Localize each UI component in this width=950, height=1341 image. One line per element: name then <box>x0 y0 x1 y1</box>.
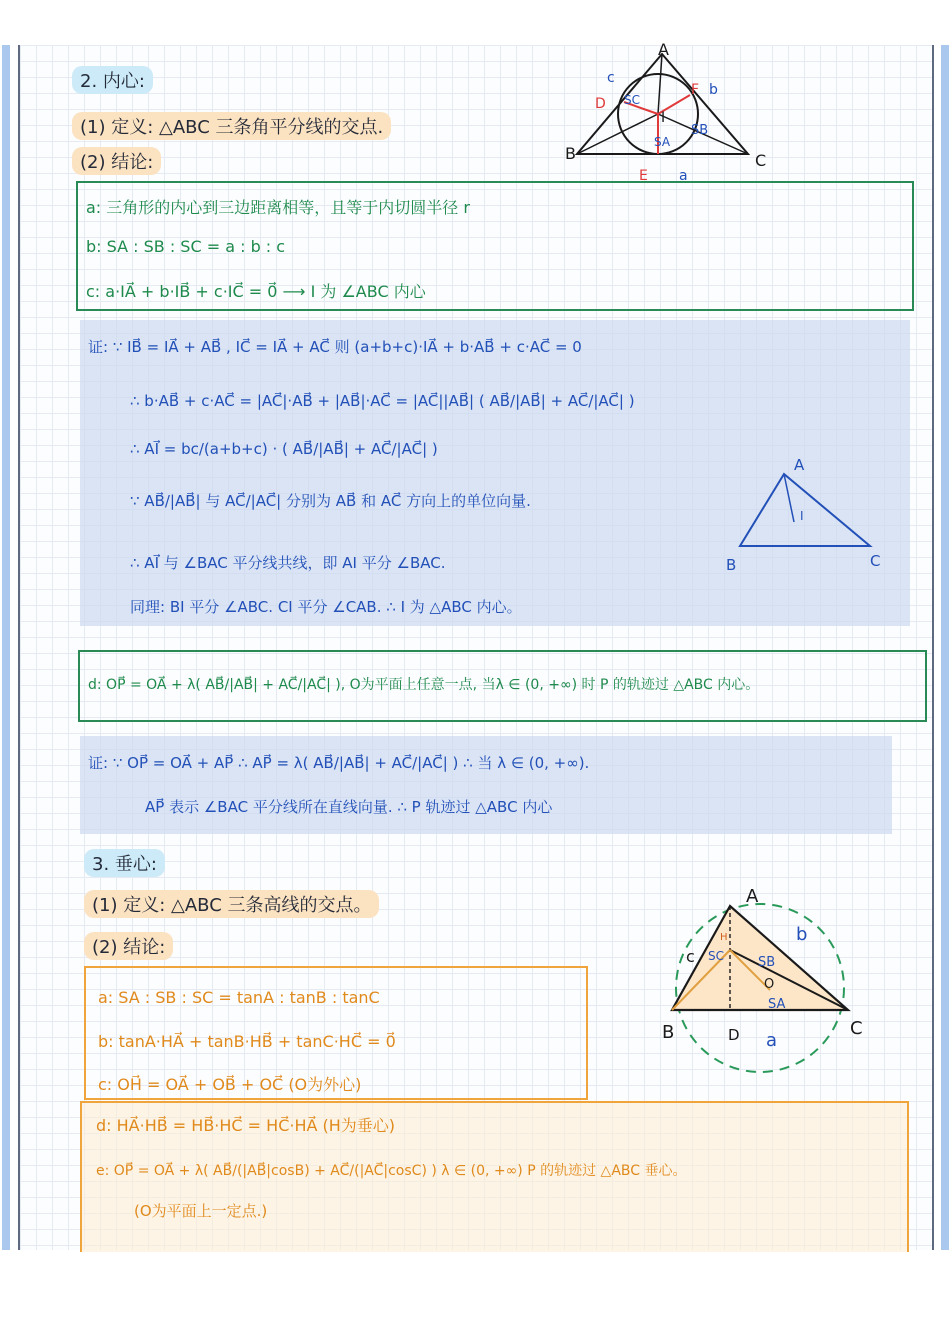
fig2-label-A: A <box>794 456 805 474</box>
proof2-line-2: AP⃗ 表示 ∠BAC 平分线所在直线向量. ∴ P 轨迹过 △ABC 内心 <box>145 798 553 816</box>
proof-line-4: ∵ AB⃗/|AB⃗| 与 AC⃗/|AC⃗| 分别为 AB⃗ 和 AC⃗ 方向上的单位向量. <box>130 492 531 510</box>
fig2-label-B: B <box>726 556 737 572</box>
fig-label-c: c <box>607 70 615 86</box>
fig-label-SB: SB <box>691 123 709 138</box>
incenter-conclusion-b: b: SA : SB : SC = a : b : c <box>86 237 286 256</box>
fig-label-D: D <box>595 96 606 112</box>
fig3-label-A: A <box>746 886 759 907</box>
angle-bisector-figure <box>722 452 892 572</box>
fig2-label-I: I <box>800 509 804 523</box>
incenter-definition: (1) 定义: △ABC 三条角平分线的交点. <box>72 112 391 140</box>
orthocenter-conclusion-label: (2) 结论: <box>84 932 173 960</box>
orthocenter-figure <box>650 878 880 1078</box>
proof-line-3: ∴ AI⃗ = bc/(a+b+c) · ( AB⃗/|AB⃗| + AC⃗/|AC⃗| ) <box>130 440 438 458</box>
fig3-label-B: B <box>662 1022 675 1043</box>
incenter-conclusion-label: (2) 结论: <box>72 147 161 175</box>
fig2-label-C: C <box>870 552 881 570</box>
orthocenter-conclusion-c: c: OH⃗ = OA⃗ + OB⃗ + OC⃗ (O为外心) <box>98 1075 362 1094</box>
fig-label-SC: SC <box>624 93 640 107</box>
fig3-label-O: O <box>764 977 775 992</box>
fig3-label-D: D <box>728 1026 740 1044</box>
fig3-label-b: b <box>796 924 808 945</box>
orthocenter-definition: (1) 定义: △ABC 三条高线的交点。 <box>84 890 379 918</box>
fig-label-SA: SA <box>654 135 671 149</box>
left-binding-line <box>18 45 20 1250</box>
fig3-label-SB: SB <box>758 955 776 970</box>
incenter-conclusion-d: d: OP⃗ = OA⃗ + λ( AB⃗/|AB⃗| + AC⃗/|AC⃗| ), O为平面上任意一点, 当λ ∈ (0, +∞) 时 P 的轨迹过 △ABC 内心。 <box>88 677 760 693</box>
fig3-label-SA: SA <box>768 997 786 1012</box>
fig3-label-C: C <box>850 1018 863 1039</box>
orthocenter-conclusion-a: a: SA : SB : SC = tanA : tanB : tanC <box>98 988 380 1007</box>
right-margin-strip <box>941 45 949 1250</box>
fig3-label-c: c <box>686 947 695 966</box>
fig3-label-a: a <box>766 1030 778 1051</box>
proof-line-6: 同理: BI 平分 ∠ABC. CI 平分 ∠CAB. ∴ I 为 △ABC 内心。 <box>130 598 522 616</box>
fig-label-a: a <box>679 168 688 182</box>
fig-label-C: C <box>755 151 767 170</box>
incenter-proof2-area <box>80 736 892 834</box>
incircle-triangle-figure <box>555 42 795 182</box>
orthocenter-conclusion-d: d: HA⃗·HB⃗ = HB⃗·HC⃗ = HC⃗·HA⃗ (H为垂心) <box>96 1116 396 1135</box>
orthocenter-conclusion-b: b: tanA·HA⃗ + tanB·HB⃗ + tanC·HC⃗ = 0⃗ <box>98 1032 396 1051</box>
proof-line-1: 证: ∵ IB⃗ = IA⃗ + AB⃗ , IC⃗ = IA⃗ + AC⃗ 则 (a+b+c)·IA⃗ + b·AB⃗ + c·AC⃗ = 0 <box>88 338 582 356</box>
fig3-label-H: H <box>720 932 728 943</box>
fig-label-b: b <box>709 82 718 98</box>
incenter-conclusion-a: a: 三角形的内心到三边距离相等，且等于内切圆半径 r <box>86 198 470 217</box>
left-margin-strip <box>2 45 10 1250</box>
incenter-heading: 2. 内心: <box>72 66 153 94</box>
fig-label-A: A <box>658 42 669 59</box>
proof-line-2: ∴ b·AB⃗ + c·AC⃗ = |AC⃗|·AB⃗ + |AB⃗|·AC⃗ = |AC⃗||AB⃗| ( AB⃗/|AB⃗| + AC⃗/|AC⃗| ) <box>130 392 635 410</box>
fig3-label-SC: SC <box>708 949 724 963</box>
fig-label-B: B <box>565 144 576 163</box>
fig-label-E: E <box>639 168 648 182</box>
orthocenter-conclusion-e-note: (O为平面上一定点.) <box>134 1202 268 1220</box>
fig-label-I: I <box>661 110 666 126</box>
right-binding-line <box>932 45 934 1250</box>
proof-line-5: ∴ AI⃗ 与 ∠BAC 平分线共线，即 AI 平分 ∠BAC. <box>130 554 446 572</box>
orthocenter-heading: 3. 垂心: <box>84 849 165 877</box>
proof2-line-1: 证: ∵ OP⃗ = OA⃗ + AP⃗ ∴ AP⃗ = λ( AB⃗/|AB⃗| + AC⃗/|AC⃗| ) ∴ 当 λ ∈ (0, +∞). <box>88 754 590 772</box>
orthocenter-conclusion-e: e: OP⃗ = OA⃗ + λ( AB⃗/(|AB⃗|cosB) + AC⃗/(|AC⃗|cosC) ) λ ∈ (0, +∞) P 的轨迹过 △ABC 垂心。 <box>96 1163 687 1179</box>
incenter-conclusion-c: c: a·IA⃗ + b·IB⃗ + c·IC⃗ = 0⃗ ⟶ I 为 ∠ABC 内心 <box>86 282 426 301</box>
fig-label-F: F <box>691 82 700 98</box>
